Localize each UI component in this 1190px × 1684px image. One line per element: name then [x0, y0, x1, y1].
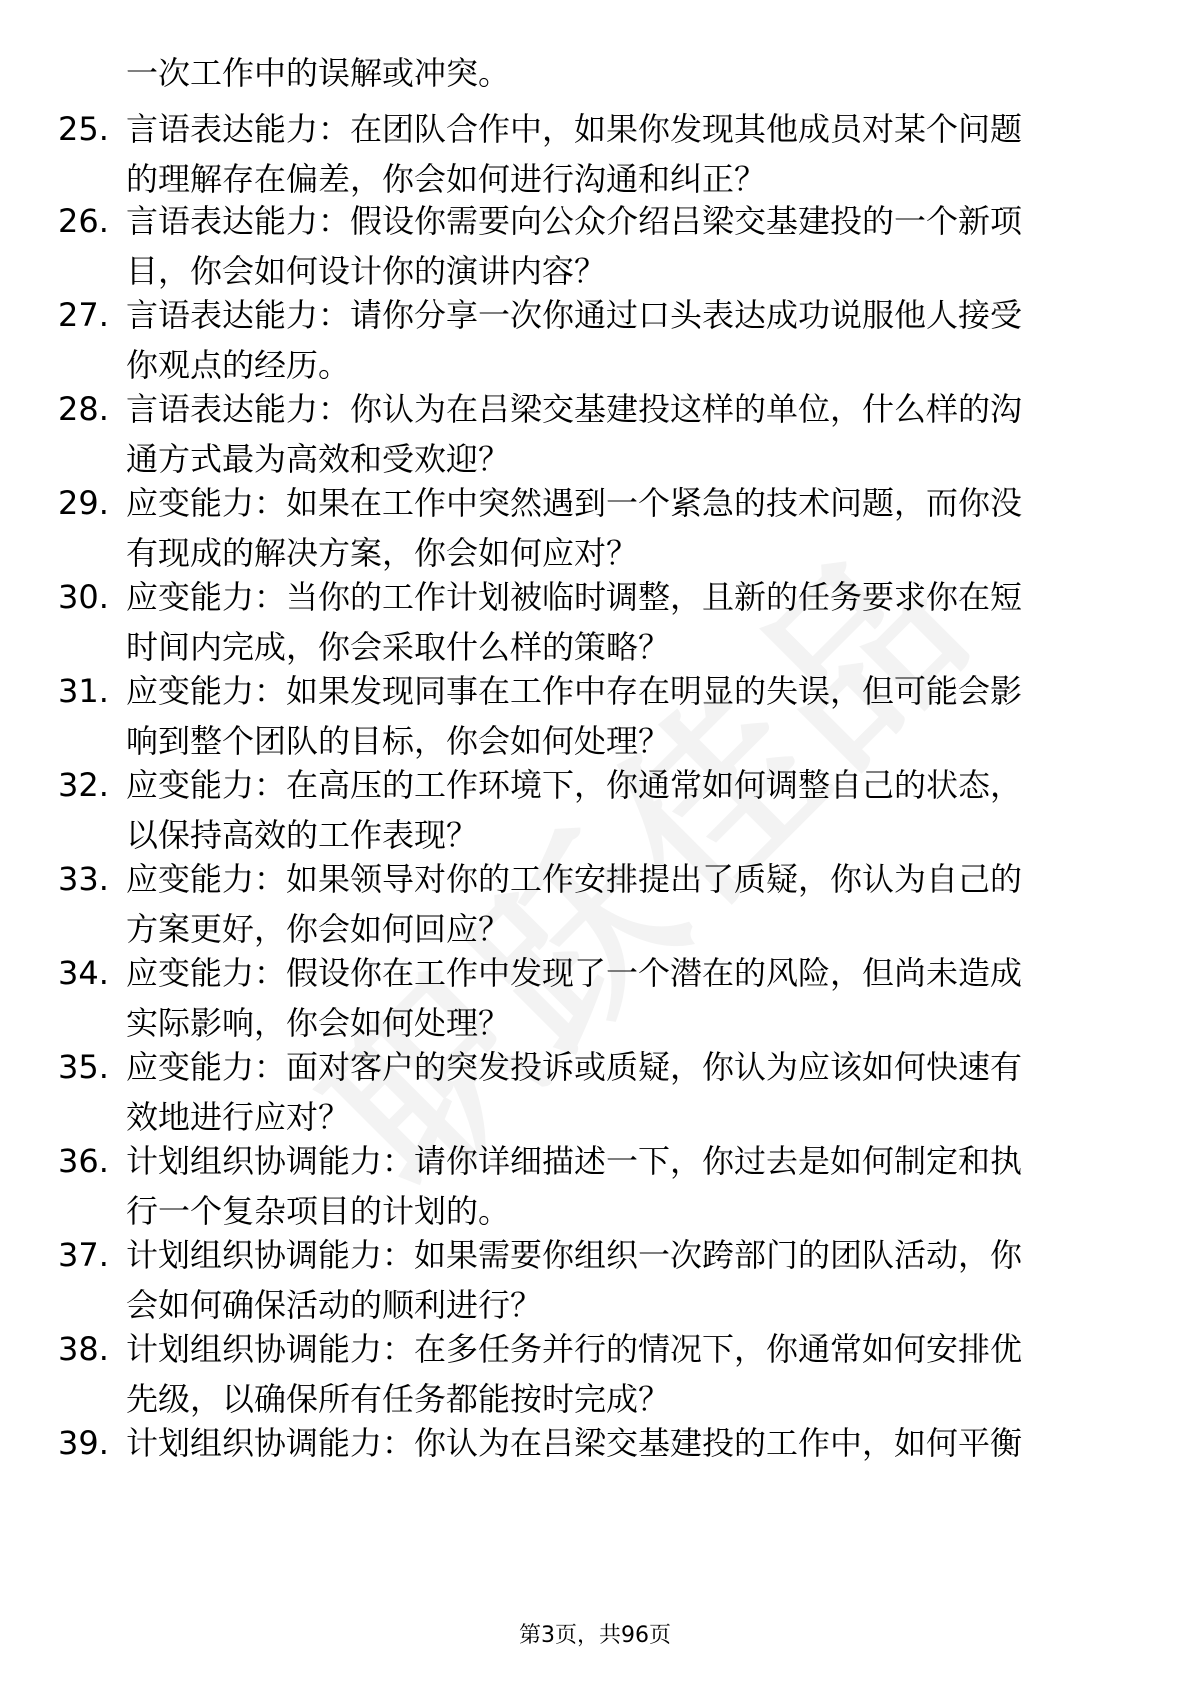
- question-text: 言语表达能力：在团队合作中，如果你发现其他成员对某个问题 的理解存在偏差，你会如何进行沟通和纠正？: [126, 110, 1023, 198]
- question-item: [0, 666, 1190, 766]
- question-item: [0, 1324, 1190, 1424]
- question-number: 30.: [58, 578, 109, 616]
- question-text: 应变能力：当你的工作计划被临时调整，且新的任务要求你在短 时间内完成，你会采取什么样的策略？: [126, 578, 1023, 666]
- question-text: 应变能力：如果领导对你的工作安排提出了质疑，你认为自己的 方案更好，你会如何回应？: [126, 860, 1023, 948]
- question-text: 计划组织协调能力：你认为在吕梁交基建投的工作中，如何平衡: [126, 1424, 1023, 1462]
- question-item: [0, 948, 1190, 1048]
- question-text: 应变能力：如果在工作中突然遇到一个紧急的技术问题，而你没 有现成的解决方案，你会如何应对？: [126, 484, 1023, 572]
- question-item: [0, 1042, 1190, 1142]
- question-number: 28.: [58, 390, 109, 428]
- question-number: 35.: [58, 1048, 109, 1086]
- question-text: 应变能力：如果发现同事在工作中存在明显的失误，但可能会影 响到整个团队的目标，你会如何处理？: [126, 672, 1023, 760]
- page-footer: 第3页，共96页: [519, 1623, 671, 1648]
- question-text: 计划组织协调能力：在多任务并行的情况下，你通常如何安排优 先级，以确保所有任务都能按时完成？: [126, 1330, 1023, 1418]
- question-item: [0, 1136, 1190, 1236]
- question-text: 应变能力：面对客户的突发投诉或质疑，你认为应该如何快速有 效地进行应对？: [126, 1048, 1023, 1136]
- question-number: 33.: [58, 860, 109, 898]
- question-text: 计划组织协调能力：请你详细描述一下，你过去是如何制定和执 行一个复杂项目的计划的。: [126, 1142, 1023, 1230]
- question-text: 言语表达能力：请你分享一次你通过口头表达成功说服他人接受 你观点的经历。: [126, 296, 1023, 384]
- question-item: [0, 290, 1190, 390]
- question-number: 34.: [58, 954, 109, 992]
- question-item: [0, 1230, 1190, 1330]
- question-number: 29.: [58, 484, 109, 522]
- question-item: [0, 760, 1190, 860]
- question-text: 应变能力：假设你在工作中发现了一个潜在的风险，但尚未造成 实际影响，你会如何处理？: [126, 954, 1023, 1042]
- question-number: 32.: [58, 766, 109, 804]
- question-text: 计划组织协调能力：如果需要你组织一次跨部门的团队活动，你 会如何确保活动的顺利进行？: [126, 1236, 1023, 1324]
- continuation-text: 一次工作中的误解或冲突。: [126, 54, 511, 92]
- question-item: [0, 478, 1190, 578]
- question-item: [0, 572, 1190, 672]
- question-item: [0, 104, 1190, 204]
- question-item: [0, 1418, 1190, 1468]
- question-number: 31.: [58, 672, 109, 710]
- question-item: [0, 384, 1190, 484]
- question-item: [0, 854, 1190, 954]
- question-text: 应变能力：在高压的工作环境下，你通常如何调整自己的状态， 以保持高效的工作表现？: [126, 766, 1023, 854]
- question-number: 38.: [58, 1330, 109, 1368]
- question-text: 言语表达能力：假设你需要向公众介绍吕梁交基建投的一个新项 目，你会如何设计你的演讲内容？: [126, 202, 1023, 290]
- question-text: 言语表达能力：你认为在吕梁交基建投这样的单位，什么样的沟 通方式最为高效和受欢迎？: [126, 390, 1023, 478]
- question-number: 26.: [58, 202, 109, 240]
- question-number: 27.: [58, 296, 109, 334]
- question-number: 39.: [58, 1424, 109, 1462]
- question-number: 36.: [58, 1142, 109, 1180]
- question-number: 37.: [58, 1236, 109, 1274]
- question-number: 25.: [58, 110, 109, 148]
- question-item: [0, 196, 1190, 296]
